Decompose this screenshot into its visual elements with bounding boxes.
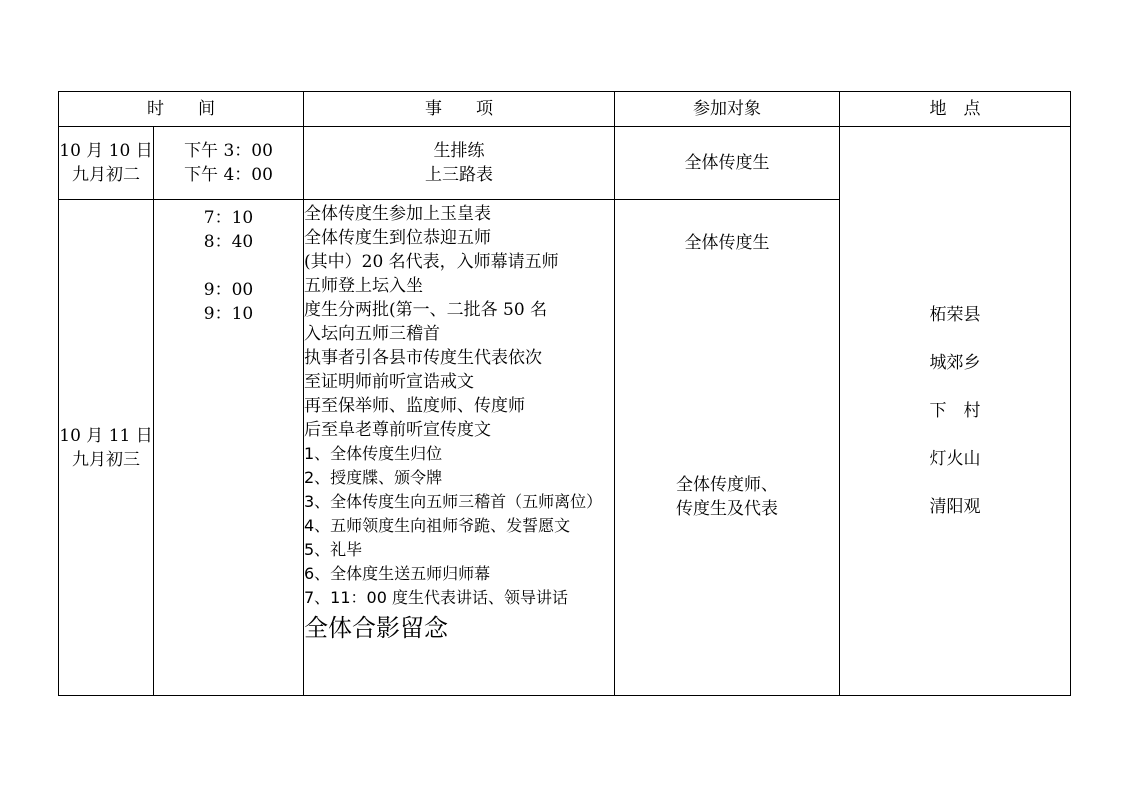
step-line: 2、授度牒、颁令牌	[304, 468, 443, 487]
item-line: 生排练	[433, 141, 485, 161]
table-row	[59, 127, 1071, 200]
participants-cell: 全体传度生	[615, 127, 840, 200]
header-row	[59, 92, 1071, 127]
item-line: 全体传度生参加上玉皇表	[304, 204, 491, 224]
item-cell	[304, 200, 615, 696]
header-participants: 参加对象	[615, 92, 840, 127]
location-line: 下 村	[929, 401, 981, 421]
lunar-date-line: 九月初二	[72, 165, 140, 185]
item-line: 入坛向五师三稽首	[304, 324, 440, 344]
time-line: 9：00	[203, 280, 254, 300]
date-cell	[59, 200, 154, 696]
schedule-table	[58, 91, 1071, 696]
step-line: 6、全体度生送五师归师幕	[304, 564, 491, 583]
location-line: 清阳观	[929, 497, 981, 517]
date-line: 10 月 11 日	[59, 425, 153, 446]
header-item: 事 项	[304, 92, 615, 127]
time-line: 下午 3：00	[184, 141, 273, 161]
location-line: 灯火山	[929, 449, 981, 469]
time-cell	[154, 127, 304, 200]
item-line: 上三路表	[425, 165, 493, 185]
step-line: 7、11：00 度生代表讲话、领导讲话	[304, 588, 568, 607]
item-line: 执事者引各县市传度生代表依次	[304, 348, 542, 368]
time-line: 8：40	[203, 232, 254, 252]
item-line: (其中）20 名代表，入师幕请五师	[304, 252, 559, 272]
date-line: 10 月 10 日	[59, 141, 153, 161]
date-cell	[59, 127, 154, 200]
item-line: 再至保举师、监度师、传度师	[304, 396, 525, 416]
participants-line: 全体传度生	[684, 233, 770, 253]
item-line: 全体传度生到位恭迎五师	[304, 228, 491, 248]
step-line: 5、礼毕	[304, 540, 363, 559]
item-line: 至证明师前听宣诰戒文	[304, 372, 474, 392]
location-line: 柘荣县	[929, 305, 981, 325]
time-line: 9：10	[203, 304, 254, 324]
header-time: 时 间	[59, 92, 304, 127]
time-line	[154, 254, 303, 278]
item-cell	[304, 127, 615, 200]
participants-line: 全体传度师、	[676, 475, 778, 495]
location-cell	[840, 127, 1071, 696]
participants-line: 传度生及代表	[676, 499, 778, 519]
item-line: 后至阜老尊前听宣传度文	[304, 420, 491, 440]
time-line: 下午 4：00	[184, 165, 273, 185]
time-line: 7：10	[203, 208, 254, 228]
header-location: 地 点	[840, 92, 1071, 127]
item-line: 五师登上坛入坐	[304, 276, 423, 296]
lunar-date-line: 九月初三	[72, 449, 140, 470]
closing-line: 全体合影留念	[304, 614, 448, 642]
step-line: 3、全体传度生向五师三稽首（五师离位）	[304, 492, 603, 511]
participants-cell	[615, 200, 840, 696]
location-line: 城郊乡	[929, 353, 981, 373]
time-cell	[154, 200, 304, 696]
step-line: 4、五师领度生向祖师爷跪、发誓愿文	[304, 516, 571, 535]
step-line: 1、全体传度生归位	[304, 444, 443, 463]
item-line: 度生分两批(第一、二批各 50 名	[304, 300, 548, 320]
